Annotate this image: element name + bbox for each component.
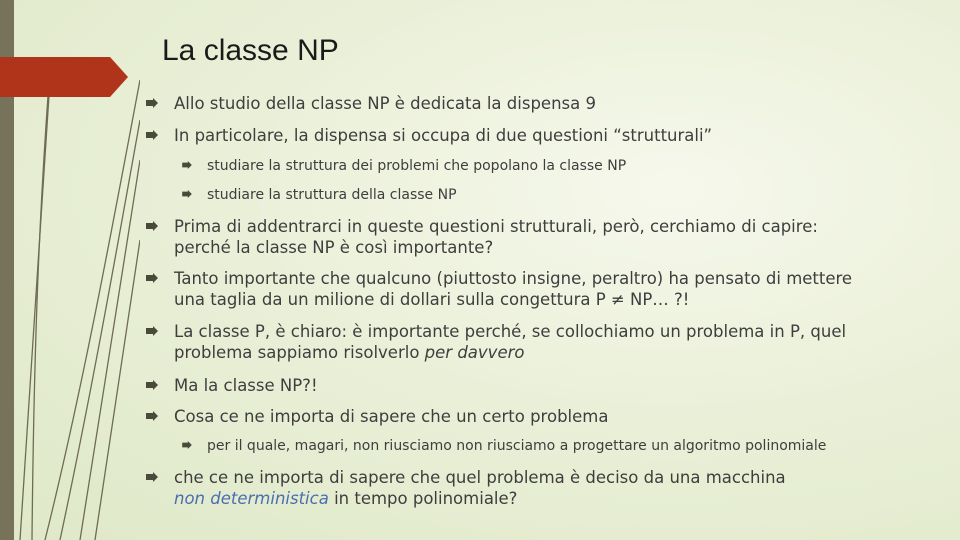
- bullet-text: in tempo polinomiale?: [328, 489, 518, 508]
- bullet-line: [207, 186, 457, 204]
- bullet-line: [174, 237, 818, 258]
- sub-bullet-item: [207, 437, 826, 455]
- arrow-bullet-icon: [146, 98, 158, 108]
- arrow-bullet-icon: [146, 380, 158, 390]
- bullet-text: problema sappiamo risolverlo: [174, 343, 425, 362]
- arrow-bullet-icon: [182, 161, 192, 169]
- bullet-item: [174, 321, 846, 363]
- bullet-line: [174, 375, 318, 396]
- bullet-text: Cosa ce ne importa di sapere che un certo problema: [174, 407, 609, 426]
- bullet-line: [174, 488, 786, 509]
- bullet-text: In particolare, la dispensa si occupa di due questioni “strutturali”: [174, 126, 713, 145]
- arrow-bullet-icon: [182, 190, 192, 198]
- bullet-text: perché la classe NP è così importante?: [174, 238, 494, 257]
- bullet-line: [174, 406, 608, 427]
- arrow-bullet-icon: [146, 411, 158, 421]
- bullet-item: [174, 467, 786, 509]
- slide-title: La classe NP: [162, 34, 339, 67]
- bullet-line: [174, 125, 712, 146]
- arrow-bullet-icon: [146, 130, 158, 140]
- bullet-text: studiare la struttura della classe NP: [207, 187, 457, 203]
- bullet-text: Ma la classe NP?!: [174, 376, 318, 395]
- arrow-bullet-icon: [146, 326, 158, 336]
- bullet-text: per il quale, magari, non riusciamo non riusciamo a progettare un algoritmo polinomiale: [207, 438, 827, 454]
- arrow-bullet-icon: [182, 441, 192, 449]
- bullet-text: che ce ne importa di sapere che quel problema è deciso da una macchina: [174, 468, 786, 487]
- bullet-line: [207, 157, 626, 175]
- bullet-line: [174, 268, 852, 289]
- bullet-line: [207, 437, 826, 455]
- bullet-text: La classe P, è chiaro: è importante perché, se collochiamo un problema in P, quel: [174, 322, 847, 341]
- bullet-line: [174, 216, 818, 237]
- bullet-text: Allo studio della classe NP è dedicata la dispensa 9: [174, 94, 596, 113]
- bullet-text: Tanto importante che qualcuno (piuttosto insigne, peraltro) ha pensato di mettere: [174, 269, 853, 288]
- bullet-item: [174, 216, 818, 258]
- title-accent-tab: [0, 57, 128, 97]
- arrow-bullet-icon: [146, 472, 158, 482]
- emphasized-text: per davvero: [424, 343, 525, 362]
- emphasized-text: non deterministica: [174, 489, 329, 508]
- bullet-item: [174, 406, 608, 427]
- sub-bullet-item: [207, 186, 457, 204]
- bullet-line: [174, 93, 596, 114]
- bullet-item: [174, 375, 318, 396]
- bullet-line: [174, 321, 846, 342]
- bullet-text: Prima di addentrarci in queste questioni strutturali, però, cerchiamo di capire:: [174, 217, 818, 236]
- bullet-line: [174, 467, 786, 488]
- arrow-bullet-icon: [146, 273, 158, 283]
- bullet-line: [174, 342, 846, 363]
- sub-bullet-item: [207, 157, 626, 175]
- bullet-item: [174, 125, 712, 146]
- arrow-bullet-icon: [146, 221, 158, 231]
- bullet-text: una taglia da un milione di dollari sulla congettura P ≠ NP… ?!: [174, 290, 690, 309]
- bullet-item: [174, 268, 852, 310]
- bullet-line: [174, 289, 852, 310]
- bullet-item: [174, 93, 596, 114]
- bullet-text: studiare la struttura dei problemi che popolano la classe NP: [207, 158, 627, 174]
